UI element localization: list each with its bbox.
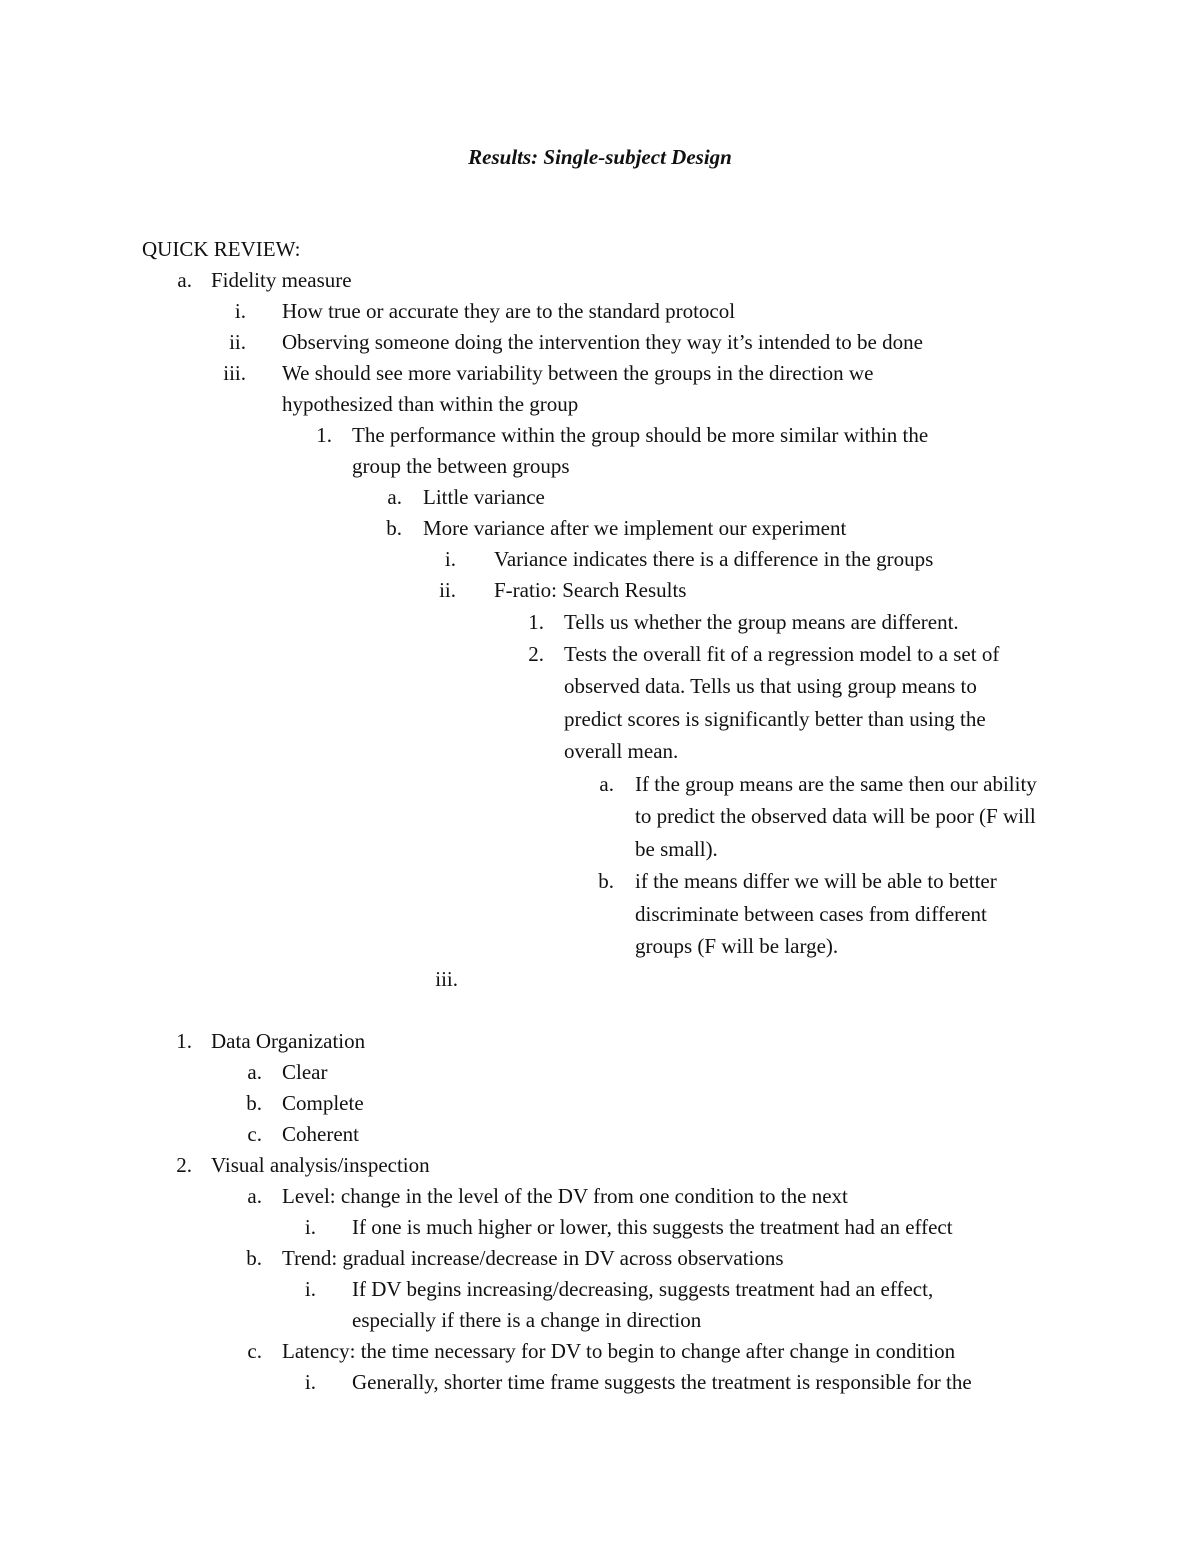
list-item: Latency: the time necessary for DV to begin to change after change in condition <box>282 1339 956 1363</box>
list-item: If DV begins increasing/decreasing, suggests treatment had an effect, <box>352 1277 934 1301</box>
page-title: Results: Single-subject Design <box>468 145 732 169</box>
list-item: The performance within the group should be more similar within the <box>352 423 929 447</box>
list-item: F-ratio: Search Results <box>494 578 687 602</box>
list-marker: ii. <box>229 330 246 354</box>
list-marker: 2. <box>176 1153 192 1177</box>
list-item: Tests the overall fit of a regression model to a set of <box>564 642 1000 666</box>
list-marker: i. <box>304 1370 316 1394</box>
list-item-continuation: discriminate between cases from different <box>635 902 987 926</box>
list-marker: a. <box>247 1184 262 1208</box>
list-item: Clear <box>282 1060 328 1084</box>
list-item: If one is much higher or lower, this suggests the treatment had an effect <box>352 1215 953 1239</box>
section-heading: QUICK REVIEW: <box>142 237 301 261</box>
list-item-continuation: group the between groups <box>352 454 570 478</box>
list-item-continuation: predict scores is significantly better than using the <box>564 707 986 731</box>
list-item: Level: change in the level of the DV from one condition to the next <box>282 1184 848 1208</box>
list-marker: i. <box>304 1277 316 1301</box>
list-item-continuation: be small). <box>635 837 718 861</box>
list-marker: a. <box>247 1060 262 1084</box>
list-item: More variance after we implement our experiment <box>423 516 847 540</box>
list-marker: b. <box>386 516 402 540</box>
list-item: Tells us whether the group means are different. <box>564 610 959 634</box>
list-marker: i. <box>444 547 456 571</box>
list-item-continuation: overall mean. <box>564 739 679 763</box>
list-marker: 1. <box>528 610 544 634</box>
list-marker: b. <box>598 869 614 893</box>
list-item-continuation: groups (F will be large). <box>635 934 839 958</box>
section-heading: Visual analysis/inspection <box>211 1153 430 1177</box>
list-item: We should see more variability between the groups in the direction we <box>282 361 874 385</box>
list-item: Generally, shorter time frame suggests the treatment is responsible for the <box>352 1370 972 1394</box>
list-item: Fidelity measure <box>211 268 352 292</box>
list-item: Little variance <box>423 485 545 509</box>
list-item: Trend: gradual increase/decrease in DV across observations <box>282 1246 784 1270</box>
list-marker: iii. <box>435 967 458 991</box>
list-marker: i. <box>234 299 246 323</box>
list-marker: iii. <box>223 361 246 385</box>
list-marker: i. <box>304 1215 316 1239</box>
list-marker: c. <box>247 1122 262 1146</box>
list-marker: 1. <box>176 1029 192 1053</box>
list-item-continuation: especially if there is a change in direction <box>352 1308 702 1332</box>
list-item-continuation: hypothesized than within the group <box>282 392 579 416</box>
list-item: if the means differ we will be able to better <box>635 869 997 893</box>
list-item-continuation: to predict the observed data will be poor (F will <box>635 804 1036 828</box>
section-heading: Data Organization <box>211 1029 366 1053</box>
list-marker: b. <box>246 1246 262 1270</box>
list-marker: ii. <box>439 578 456 602</box>
list-marker: c. <box>247 1339 262 1363</box>
list-marker: 2. <box>528 642 544 666</box>
list-item: Complete <box>282 1091 364 1115</box>
list-item-continuation: observed data. Tells us that using group means to <box>564 674 977 698</box>
list-marker: a. <box>177 268 192 292</box>
list-item: Variance indicates there is a difference in the groups <box>494 547 934 571</box>
list-item: Observing someone doing the intervention they way it’s intended to be done <box>282 330 923 354</box>
list-marker: a. <box>387 485 402 509</box>
list-marker: a. <box>599 772 614 796</box>
list-marker: b. <box>246 1091 262 1115</box>
list-item: Coherent <box>282 1122 359 1146</box>
list-item: If the group means are the same then our ability <box>635 772 1037 796</box>
list-marker: 1. <box>316 423 332 447</box>
list-item: How true or accurate they are to the standard protocol <box>282 299 736 323</box>
